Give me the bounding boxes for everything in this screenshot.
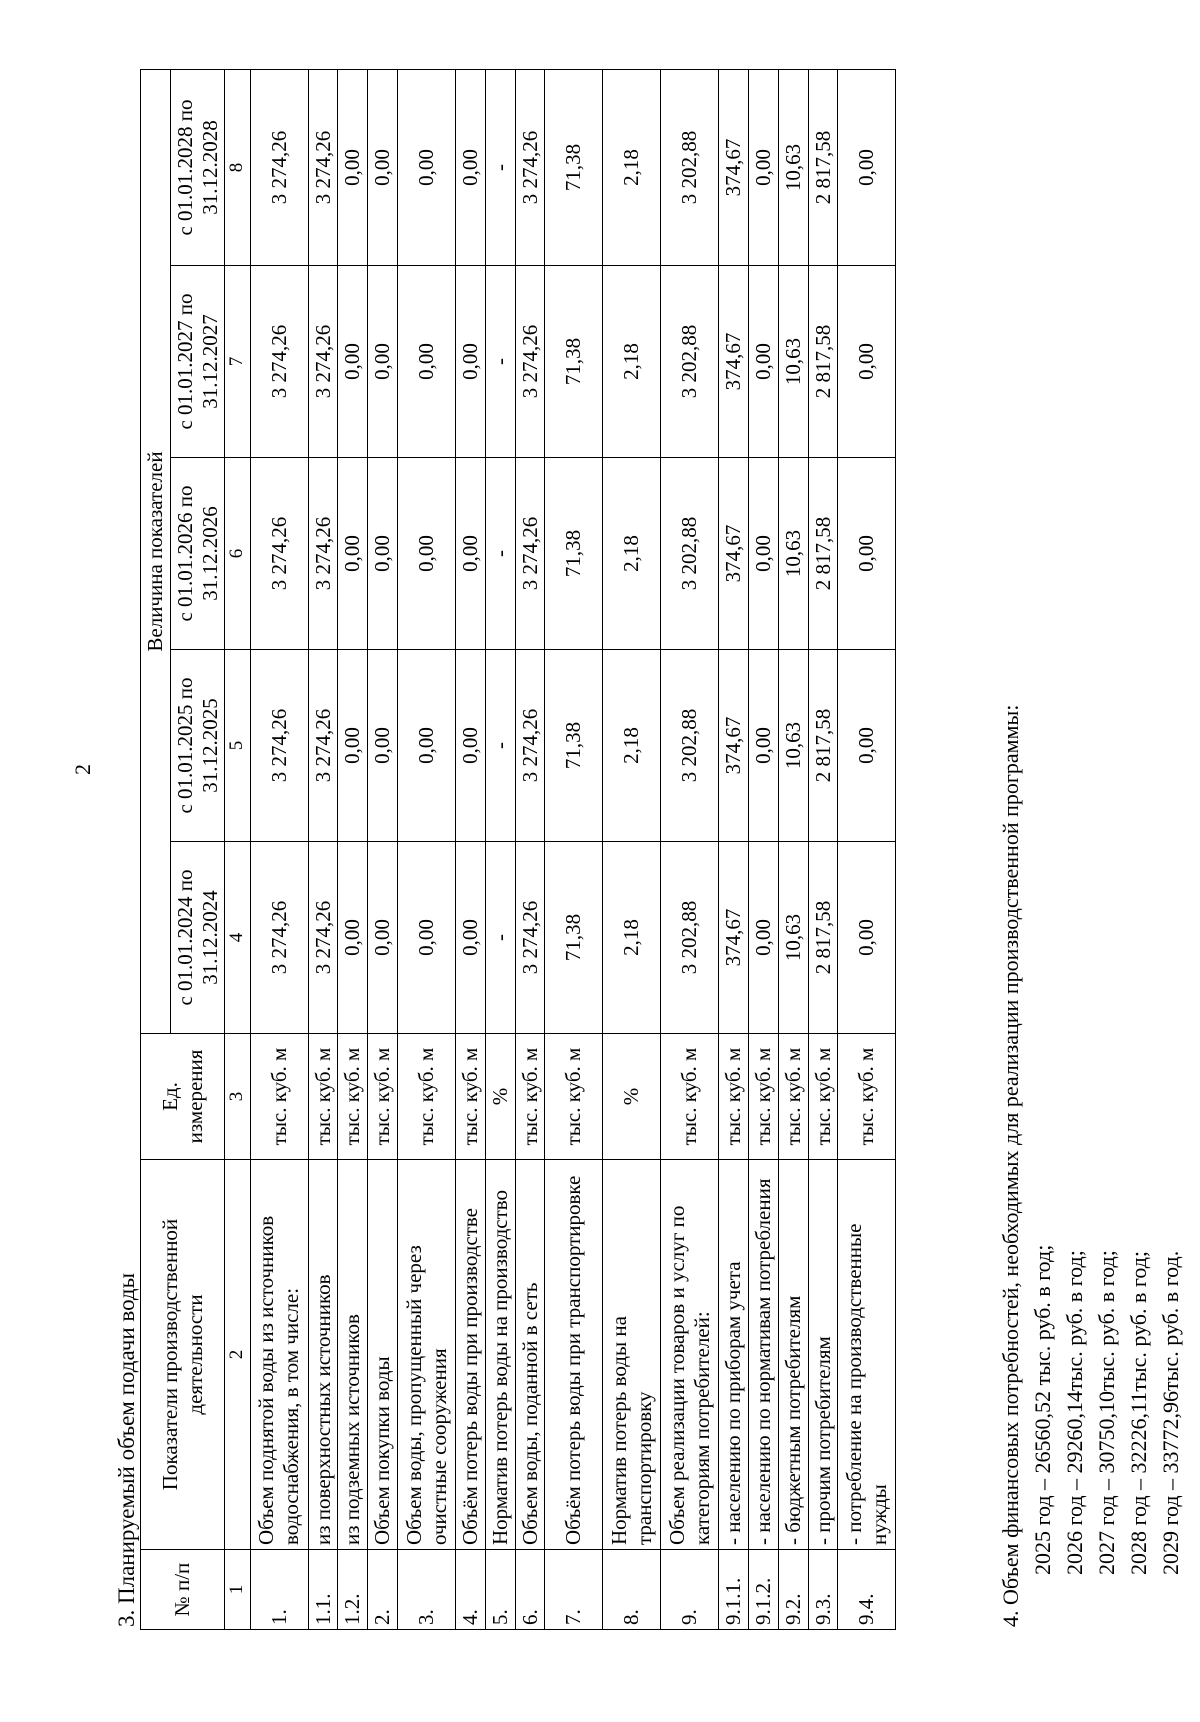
financial-needs-title: 4. Объем финансовых потребностей, необходимых для реализации производственной программы:	[998, 704, 1023, 1627]
row-value: 3 202,88	[661, 458, 719, 650]
table-row	[838, 70, 896, 1630]
row-number: 4.	[456, 1550, 486, 1630]
row-unit: тыс. куб. м	[398, 1034, 456, 1160]
row-indicator: Объем воды, пропущенный через очистные сооружения	[398, 1160, 456, 1550]
row-unit: %	[603, 1034, 661, 1160]
table-row	[808, 70, 838, 1630]
row-value: 3 274,26	[250, 650, 308, 842]
row-value: 0,00	[838, 266, 896, 458]
row-unit: тыс. куб. м	[250, 1034, 308, 1160]
row-indicator: Объём потерь воды при транспортировке	[545, 1160, 603, 1550]
table-row	[338, 70, 368, 1630]
row-indicator: Объем покупки воды	[368, 1160, 398, 1550]
row-value: 2,18	[603, 650, 661, 842]
table-row	[456, 70, 486, 1630]
row-value: 3 274,26	[515, 650, 545, 842]
column-number: 6	[225, 458, 250, 650]
row-value: 2 817,58	[808, 650, 838, 842]
row-value: 0,00	[398, 842, 456, 1034]
row-number: 1.	[250, 1550, 308, 1630]
row-unit: тыс. куб. м	[515, 1034, 545, 1160]
row-value: 0,00	[338, 458, 368, 650]
table-row	[603, 70, 661, 1630]
financial-year-line: 2025 год – 26560,52 тыс. руб. в год;	[1030, 1244, 1055, 1575]
row-value: -	[485, 70, 515, 266]
header-name: Показатели производственной деятельности	[141, 1160, 225, 1550]
header-period: с 01.01.2024 по 31.12.2024	[170, 842, 225, 1034]
row-value: 0,00	[749, 842, 779, 1034]
row-number: 9.1.1.	[719, 1550, 749, 1630]
row-value: -	[485, 266, 515, 458]
row-value: 0,00	[838, 458, 896, 650]
row-value: 0,00	[398, 458, 456, 650]
row-value: 2,18	[603, 842, 661, 1034]
row-value: 374,67	[719, 458, 749, 650]
row-number: 8.	[603, 1550, 661, 1630]
row-value: 3 274,26	[250, 842, 308, 1034]
row-value: 0,00	[749, 650, 779, 842]
row-number: 9.3.	[808, 1550, 838, 1630]
row-number: 1.1.	[308, 1550, 338, 1630]
row-unit: тыс. куб. м	[545, 1034, 603, 1160]
header-period: с 01.01.2027 по 31.12.2027	[170, 266, 225, 458]
row-value: 0,00	[398, 70, 456, 266]
column-number: 7	[225, 266, 250, 458]
table-row	[749, 70, 779, 1630]
table-row	[250, 70, 308, 1630]
row-value: 0,00	[368, 650, 398, 842]
row-value: 3 202,88	[661, 650, 719, 842]
financial-year-line: 2028 год – 32226,11тыс. руб. в год;	[1126, 1250, 1151, 1575]
row-unit: тыс. куб. м	[308, 1034, 338, 1160]
row-value: 0,00	[368, 842, 398, 1034]
row-number: 3.	[398, 1550, 456, 1630]
row-value: 374,67	[719, 266, 749, 458]
row-value: 3 274,26	[308, 266, 338, 458]
row-value: 71,38	[545, 70, 603, 266]
header-period: с 01.01.2028 по 31.12.2028	[170, 70, 225, 266]
table-row	[661, 70, 719, 1630]
header-values-group: Величина показателей	[141, 70, 171, 1034]
row-indicator: Объем реализации товаров и услуг по категориям потребителей:	[661, 1160, 719, 1550]
row-value: 0,00	[338, 650, 368, 842]
row-value: 0,00	[456, 458, 486, 650]
financial-year-line: 2029 год – 33772,96тыс. руб. в год.	[1158, 1250, 1183, 1575]
row-number: 5.	[485, 1550, 515, 1630]
row-value: 0,00	[338, 266, 368, 458]
row-value: 2 817,58	[808, 70, 838, 266]
row-indicator: - прочим потребителям	[808, 1160, 838, 1550]
row-number: 9.1.2.	[749, 1550, 779, 1630]
row-value: 0,00	[838, 842, 896, 1034]
row-value: 0,00	[368, 266, 398, 458]
table-row	[778, 70, 808, 1630]
row-unit: тыс. куб. м	[778, 1034, 808, 1160]
row-value: 71,38	[545, 650, 603, 842]
row-indicator: из подземных источников	[338, 1160, 368, 1550]
column-number: 8	[225, 70, 250, 266]
row-value: 0,00	[749, 70, 779, 266]
row-number: 9.	[661, 1550, 719, 1630]
column-number-row	[225, 70, 250, 1630]
row-number: 1.2.	[338, 1550, 368, 1630]
row-value: 10,63	[778, 842, 808, 1034]
row-indicator: Норматив потерь воды на транспортировку	[603, 1160, 661, 1550]
row-value: 0,00	[838, 70, 896, 266]
table-row	[368, 70, 398, 1630]
row-value: 71,38	[545, 266, 603, 458]
row-value: 0,00	[338, 70, 368, 266]
header-num: № п/п	[141, 1550, 225, 1630]
water-supply-table	[140, 69, 896, 1630]
row-value: -	[485, 458, 515, 650]
row-unit: тыс. куб. м	[368, 1034, 398, 1160]
row-value: 10,63	[778, 266, 808, 458]
row-value: 3 274,26	[515, 266, 545, 458]
row-value: 0,00	[398, 650, 456, 842]
table-row	[308, 70, 338, 1630]
header-period: с 01.01.2025 по 31.12.2025	[170, 650, 225, 842]
financial-needs	[995, 705, 1187, 1627]
header-period: с 01.01.2026 по 31.12.2026	[170, 458, 225, 650]
row-value: 3 274,26	[308, 458, 338, 650]
row-unit: тыс. куб. м	[338, 1034, 368, 1160]
row-indicator: Объём потерь воды при производстве	[456, 1160, 486, 1550]
financial-year-line: 2027 год – 30750,10тыс. руб. в год;	[1094, 1250, 1119, 1575]
row-unit: тыс. куб. м	[749, 1034, 779, 1160]
row-value: 2,18	[603, 70, 661, 266]
row-value: 0,00	[749, 266, 779, 458]
row-value: 0,00	[456, 842, 486, 1034]
row-indicator: - населению по приборам учета	[719, 1160, 749, 1550]
row-number: 6.	[515, 1550, 545, 1630]
row-value: 0,00	[456, 266, 486, 458]
table-row	[515, 70, 545, 1630]
table-row	[719, 70, 749, 1630]
section-title: 3. Планируемый объем подачи воды	[114, 1272, 139, 1627]
table-row	[545, 70, 603, 1630]
row-unit: тыс. куб. м	[661, 1034, 719, 1160]
header-unit: Ед. измерения	[141, 1034, 225, 1160]
row-value: 3 202,88	[661, 70, 719, 266]
row-value: 10,63	[778, 458, 808, 650]
table-row	[398, 70, 456, 1630]
row-unit: тыс. куб. м	[456, 1034, 486, 1160]
row-indicator: Норматив потерь воды на производство	[485, 1160, 515, 1550]
row-value: 374,67	[719, 650, 749, 842]
column-number: 1	[225, 1550, 250, 1630]
column-number: 2	[225, 1160, 250, 1550]
row-indicator: из поверхностных источников	[308, 1160, 338, 1550]
row-indicator: Объем воды, поданной в сеть	[515, 1160, 545, 1550]
row-value: 2,18	[603, 458, 661, 650]
row-unit: тыс. куб. м	[838, 1034, 896, 1160]
row-value: 3 202,88	[661, 842, 719, 1034]
row-value: 374,67	[719, 70, 749, 266]
row-value: 0,00	[398, 266, 456, 458]
column-number: 3	[225, 1034, 250, 1160]
row-number: 9.2.	[778, 1550, 808, 1630]
row-number: 9.4.	[838, 1550, 896, 1630]
financial-year-line: 2026 год – 29260,14тыс. руб. в год;	[1062, 1250, 1087, 1575]
table-row	[485, 70, 515, 1630]
row-value: 0,00	[368, 70, 398, 266]
row-value: 3 202,88	[661, 266, 719, 458]
row-value: 2 817,58	[808, 266, 838, 458]
row-value: -	[485, 650, 515, 842]
row-value: -	[485, 842, 515, 1034]
row-value: 3 274,26	[308, 70, 338, 266]
row-value: 2,18	[603, 266, 661, 458]
row-value: 2 817,58	[808, 458, 838, 650]
row-value: 0,00	[838, 650, 896, 842]
row-value: 3 274,26	[515, 842, 545, 1034]
row-indicator: - населению по нормативам потребления	[749, 1160, 779, 1550]
row-value: 0,00	[456, 70, 486, 266]
row-value: 3 274,26	[250, 70, 308, 266]
row-value: 3 274,26	[515, 458, 545, 650]
row-unit: %	[485, 1034, 515, 1160]
row-value: 0,00	[456, 650, 486, 842]
row-value: 3 274,26	[515, 70, 545, 266]
row-indicator: Объем поднятой воды из источников водоснабжения, в том числе:	[250, 1160, 308, 1550]
row-indicator: - потребление на производственные нужды	[838, 1160, 896, 1550]
row-value: 374,67	[719, 842, 749, 1034]
column-number: 4	[225, 842, 250, 1034]
row-value: 2 817,58	[808, 842, 838, 1034]
row-value: 10,63	[778, 70, 808, 266]
row-value: 3 274,26	[250, 458, 308, 650]
row-value: 71,38	[545, 458, 603, 650]
row-number: 2.	[368, 1550, 398, 1630]
row-value: 71,38	[545, 842, 603, 1034]
row-value: 0,00	[338, 842, 368, 1034]
row-unit: тыс. куб. м	[808, 1034, 838, 1160]
column-number: 5	[225, 650, 250, 842]
row-value: 0,00	[368, 458, 398, 650]
row-number: 7.	[545, 1550, 603, 1630]
row-value: 3 274,26	[308, 842, 338, 1034]
row-value: 3 274,26	[308, 650, 338, 842]
financial-needs-list	[1027, 705, 1187, 1627]
row-value: 0,00	[749, 458, 779, 650]
row-indicator: - бюджетным потребителям	[778, 1160, 808, 1550]
row-value: 10,63	[778, 650, 808, 842]
row-value: 3 274,26	[250, 266, 308, 458]
page-number: 2	[70, 764, 95, 775]
row-unit: тыс. куб. м	[719, 1034, 749, 1160]
